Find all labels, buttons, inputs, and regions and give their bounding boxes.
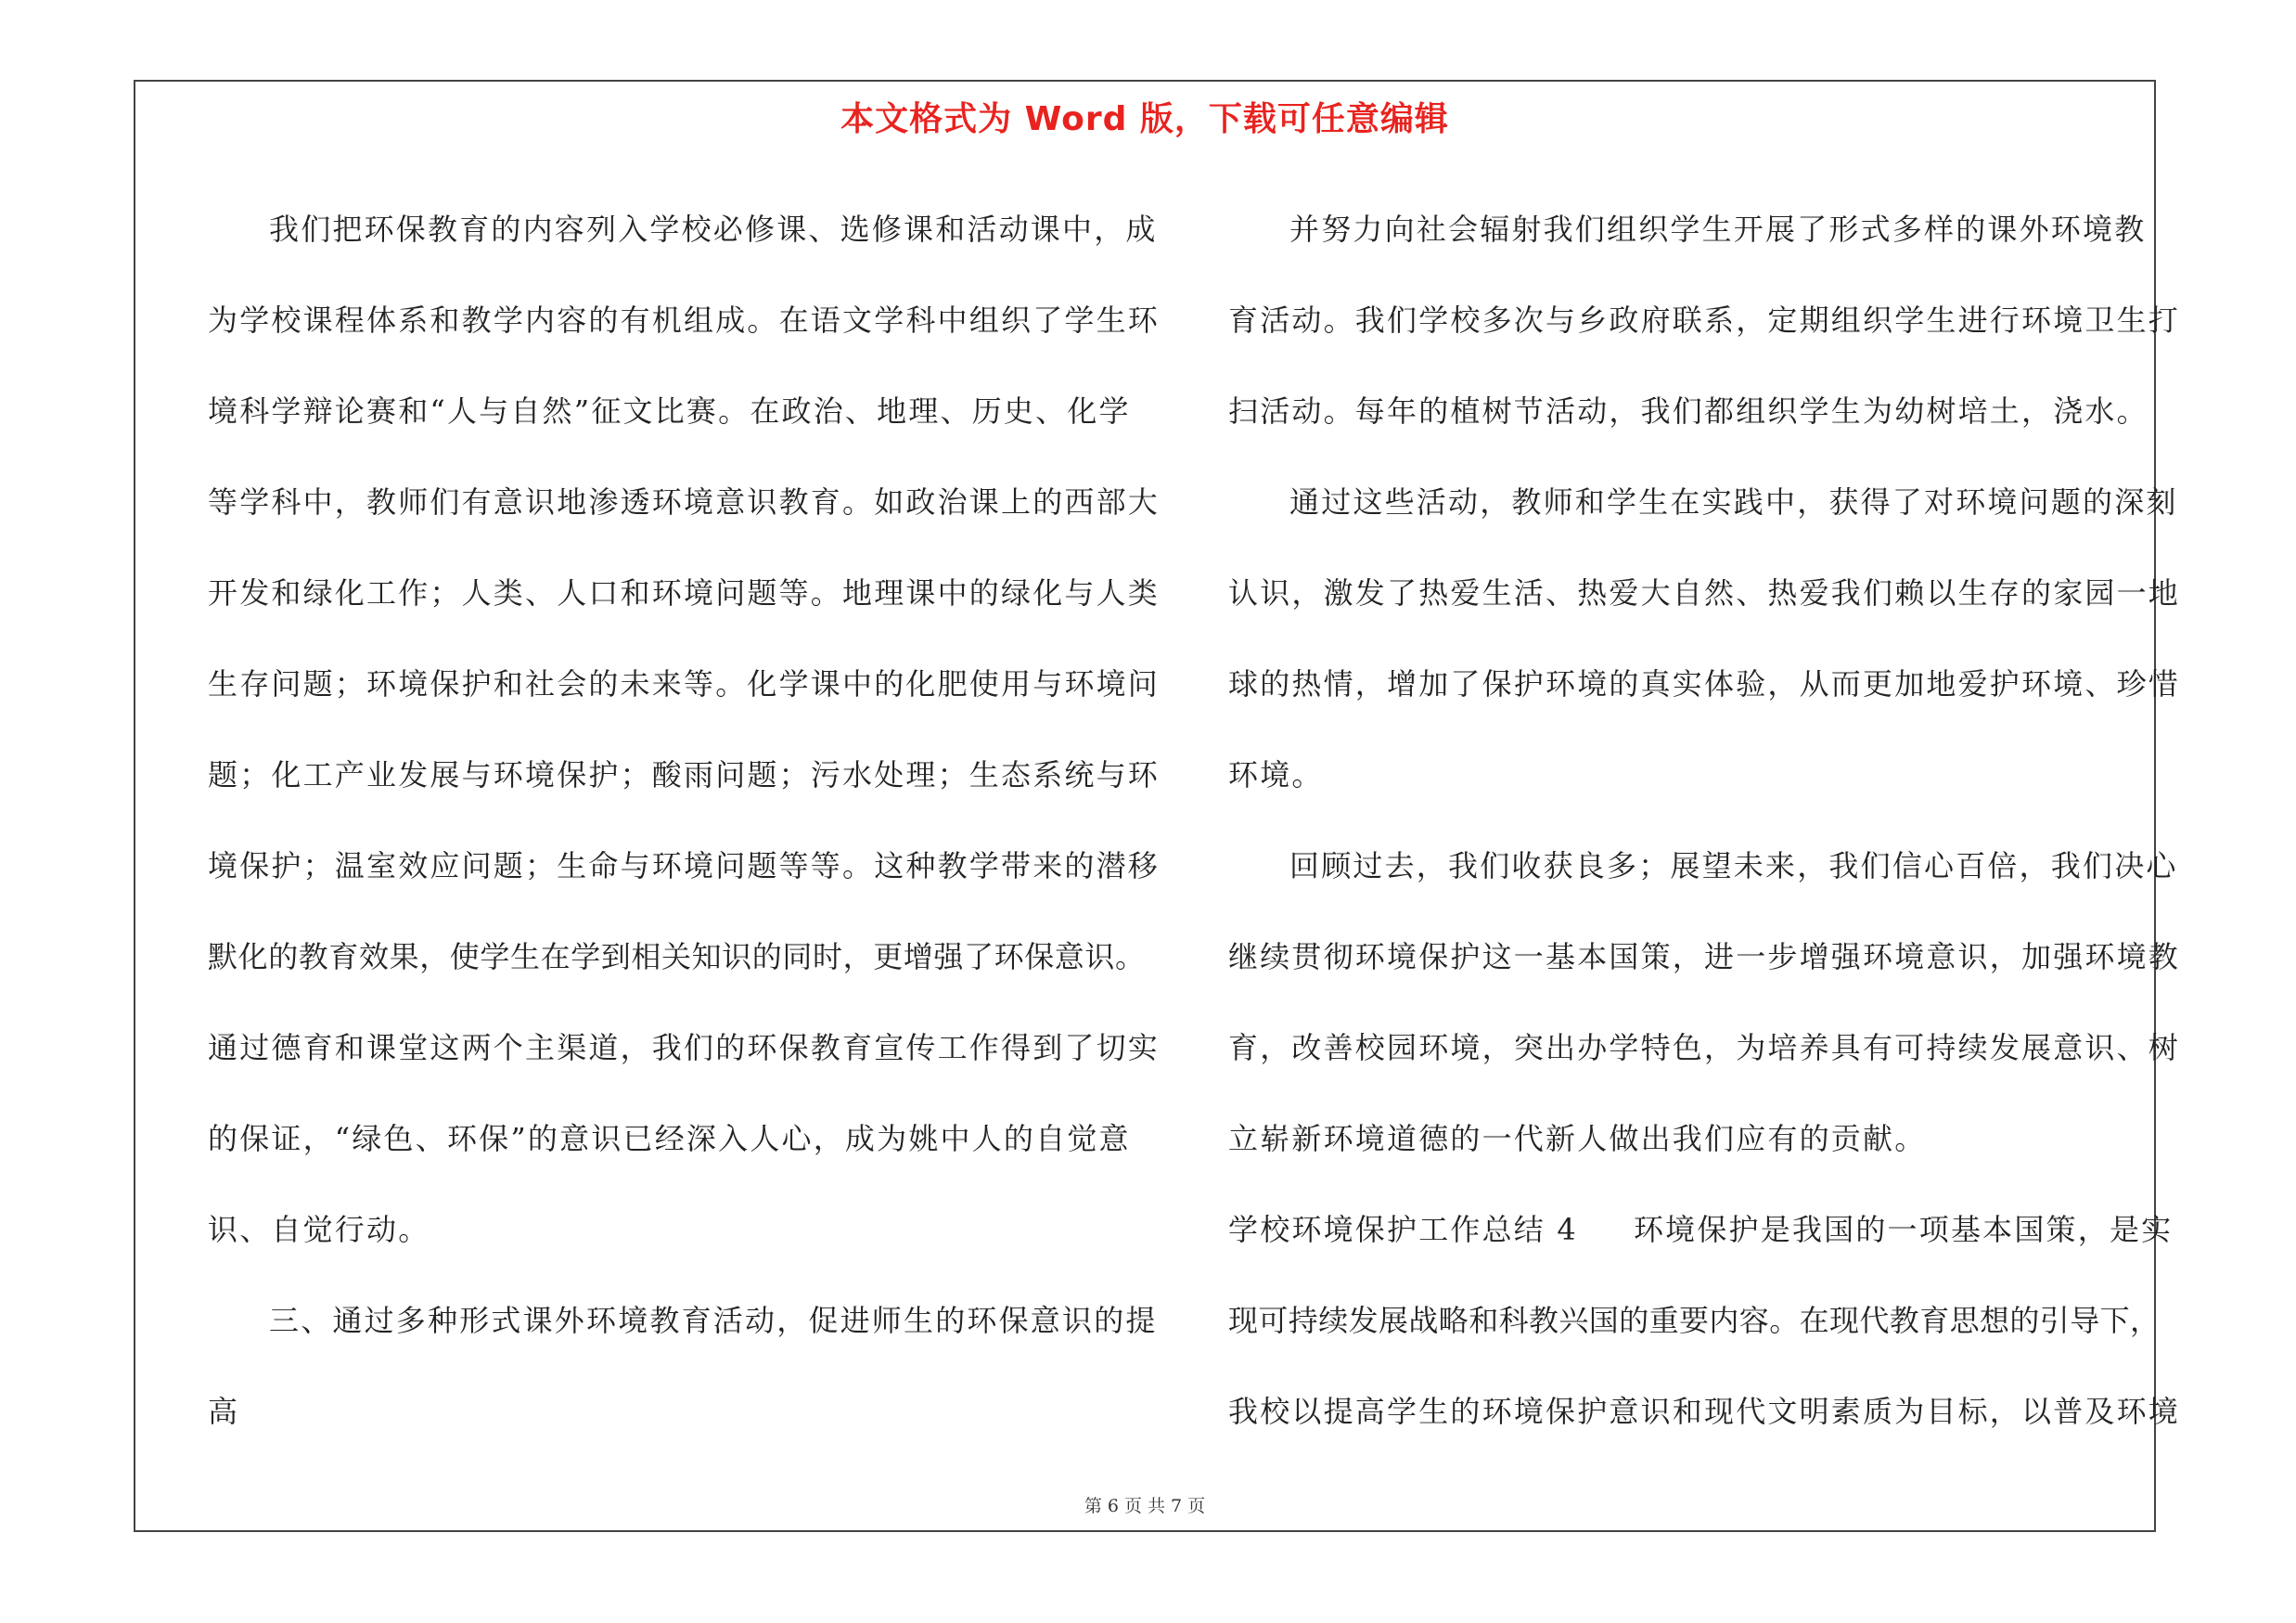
paragraph-line: 育，改善校园环境，突出办学特色，为培养具有可持续发展意识、树 (1228, 1030, 2181, 1065)
word-format-banner: 本文格式为 Word 版，下载可任意编辑 (840, 100, 1449, 138)
paragraph-line: 通过这些活动，教师和学生在实践中，获得了对环境问题的深刻 (1289, 484, 2178, 520)
paragraph-line: 我校以提高学生的环境保护意识和现代文明素质为目标，以普及环境 (1228, 1394, 2181, 1429)
paragraph-line: 现可持续发展战略和科教兴国的重要内容。在现代教育思想的引导下， (1228, 1303, 2161, 1338)
section-heading-three: 三、通过多种形式课外环境教育活动，促进师生的环保意识的提 (269, 1303, 1158, 1338)
paragraph-line: 并努力向社会辐射我们组织学生开展了形式多样的课外环境教 (1289, 212, 2147, 247)
left-column (208, 184, 1161, 1457)
paragraph-line: 识、自觉行动。 (208, 1212, 430, 1247)
paragraph-line: 生存问题；环境保护和社会的未来等。化学课中的化肥使用与环境问 (208, 666, 1161, 702)
paragraph-line: 育活动。我们学校多次与乡政府联系，定期组织学生进行环境卫生打 (1228, 303, 2181, 338)
summary-first-line: 环境保护是我国的一项基本国策，是实 (1633, 1212, 2174, 1247)
paragraph-line: 我们把环保教育的内容列入学校必修课、选修课和活动课中，成 (269, 212, 1158, 247)
page-number: 第 6 页 共 7 页 (1084, 1496, 1206, 1516)
paragraph-line: 为学校课程体系和教学内容的有机组成。在语文学科中组织了学生环 (208, 303, 1161, 338)
summary-heading: 学校环境保护工作总结 4 (1228, 1212, 1578, 1247)
paragraph-line: 环境。 (1228, 757, 1324, 792)
paragraph-line: 认识，激发了热爱生活、热爱大自然、热爱我们赖以生存的家园一地 (1228, 575, 2181, 611)
paragraph-line: 球的热情，增加了保护环境的真实体验，从而更加地爱护环境、珍惜 (1228, 666, 2181, 702)
summary-heading-line (1228, 1184, 2174, 1275)
paragraph-line: 等学科中，教师们有意识地渗透环境意识教育。如政治课上的西部大 (208, 484, 1161, 520)
paragraph-line: 境科学辩论赛和“人与自然”征文比赛。在政治、地理、历史、化学 (208, 393, 1131, 429)
paragraph-line: 开发和绿化工作；人类、人口和环境问题等。地理课中的绿化与人类 (208, 575, 1161, 611)
paragraph-line: 通过德育和课堂这两个主渠道，我们的环保教育宣传工作得到了切实 (208, 1030, 1161, 1065)
paragraph-line: 高 (208, 1394, 240, 1429)
paragraph-line: 继续贯彻环境保护这一基本国策，进一步增强环境意识，加强环境教 (1228, 939, 2181, 974)
paragraph-line: 扫活动。每年的植树节活动，我们都组织学生为幼树培土，浇水。 (1228, 393, 2148, 429)
paragraph-line: 题；化工产业发展与环境保护；酸雨问题；污水处理；生态系统与环 (208, 757, 1161, 792)
paragraph-line: 默化的教育效果，使学生在学到相关知识的同时，更增强了环保意识。 (208, 939, 1146, 974)
paragraph-line: 境保护；温室效应问题；生命与环境问题等等。这种教学带来的潜移 (208, 848, 1161, 883)
page-frame (134, 80, 2181, 1532)
paragraph-line: 立崭新环境道德的一代新人做出我们应有的贡献。 (1228, 1121, 1927, 1156)
paragraph-line: 回顾过去，我们收获良多；展望未来，我们信心百倍，我们决心 (1289, 848, 2178, 883)
paragraph-line: 的保证，“绿色、环保”的意识已经深入人心，成为姚中人的自觉意 (208, 1121, 1131, 1156)
right-column (1228, 184, 2181, 1457)
